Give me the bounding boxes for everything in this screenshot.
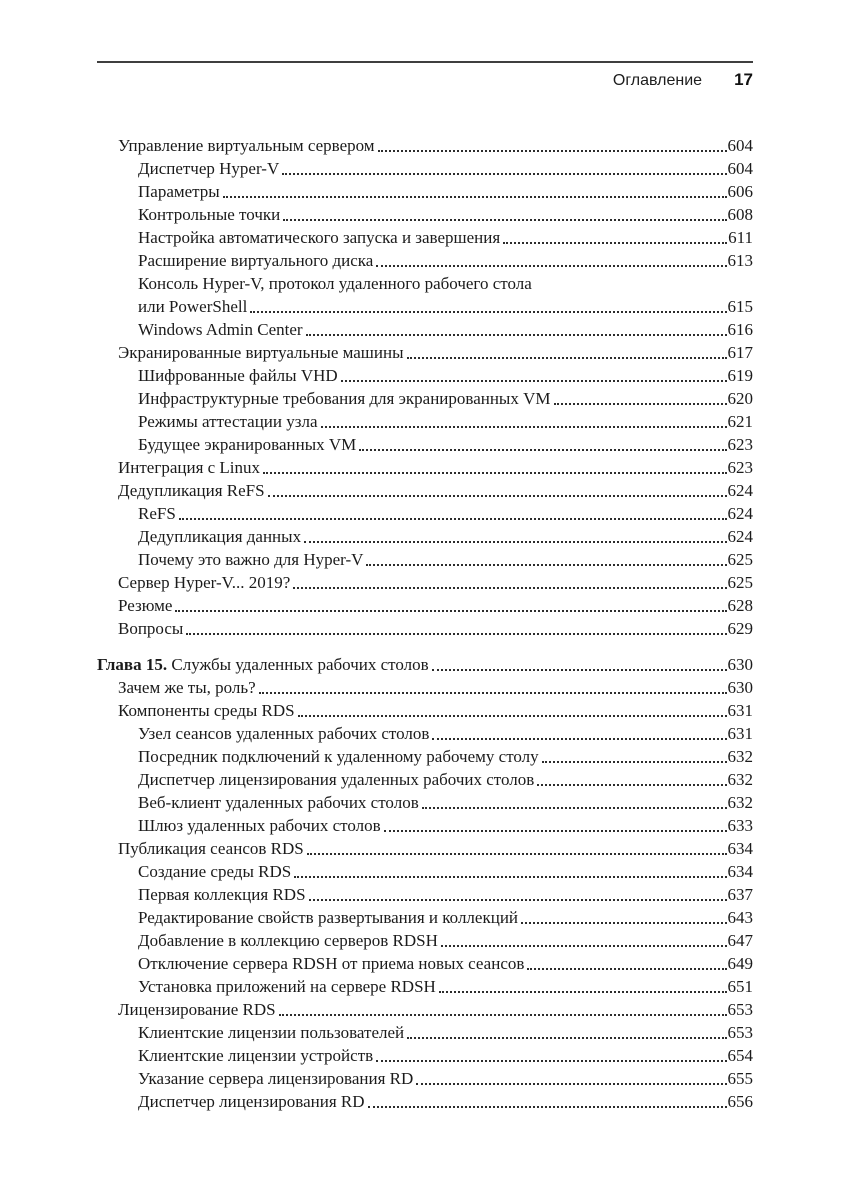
toc-leader-dots — [416, 1083, 726, 1085]
toc-entry-title — [138, 722, 429, 745]
toc-leader-dots — [283, 219, 726, 221]
toc-entry-prefix: Глава 15. — [97, 655, 168, 674]
toc-entry-title — [138, 1021, 404, 1044]
toc-entry-page: 630 — [727, 678, 753, 697]
toc-entry-title — [138, 883, 306, 906]
toc-entry-title-text: Диспетчер лицензирования RD — [138, 1092, 365, 1111]
toc-leader-dots — [422, 807, 727, 809]
toc-entry — [97, 364, 753, 387]
toc-entry — [97, 814, 753, 837]
toc-entry-page: 621 — [727, 412, 753, 431]
toc-entry-title — [138, 502, 176, 525]
toc-entry — [97, 433, 753, 456]
toc-entry-title-text: Дедупликация данных — [138, 527, 302, 546]
toc-entry-page: 604 — [727, 136, 753, 155]
toc-entry — [97, 837, 753, 860]
toc-entry-page: 628 — [727, 596, 753, 615]
toc-entry-page: 623 — [727, 435, 753, 454]
toc-entry-title — [138, 860, 291, 883]
toc-entry-title-text: Почему это важно для Hyper-V — [138, 550, 364, 569]
toc-entry-title — [138, 226, 500, 249]
toc-entry-title — [138, 410, 318, 433]
toc-entry-title-text: Дедупликация ReFS — [118, 481, 265, 500]
toc-leader-dots — [376, 265, 726, 267]
toc-entry — [97, 906, 753, 929]
toc-entry-title-text: или PowerShell — [138, 297, 248, 316]
toc-entry — [97, 318, 753, 341]
toc-leader-dots — [179, 518, 727, 520]
toc-entry-page: 624 — [727, 504, 753, 523]
toc-entry-title-text: Диспетчер лицензирования удаленных рабочих столов — [138, 770, 535, 789]
toc-entry-title — [138, 768, 534, 791]
toc-leader-dots — [432, 738, 726, 740]
toc-entry-title-text: Отключение сервера RDSH от приема новых сеансов — [138, 954, 525, 973]
toc-entry-page: 624 — [727, 481, 753, 500]
toc-entry-title — [138, 791, 419, 814]
toc-entry — [97, 456, 753, 479]
toc-entry-page: 606 — [727, 182, 753, 201]
toc-entry-title-text: Windows Admin Center — [138, 320, 303, 339]
toc-leader-dots — [407, 1037, 726, 1039]
toc-entry-title — [138, 548, 363, 571]
toc-entry-page: 655 — [727, 1069, 753, 1088]
toc-entry-title-text: Установка приложений на сервере RDSH — [138, 977, 436, 996]
toc-entry — [97, 929, 753, 952]
toc-entry-title — [118, 699, 295, 722]
toc-leader-dots — [309, 899, 727, 901]
toc-entry — [97, 387, 753, 410]
toc-entry-page: 625 — [727, 573, 753, 592]
toc-entry-title-text: Публикация сеансов RDS — [118, 839, 304, 858]
toc-entry-title — [118, 998, 276, 1021]
toc-entry-page: 651 — [727, 977, 753, 996]
toc-entry-title — [138, 318, 303, 341]
toc-entry-page: 625 — [727, 550, 753, 569]
toc-leader-dots — [407, 357, 727, 359]
toc-entry-title-text: Узел сеансов удаленных рабочих столов — [138, 724, 430, 743]
toc-entry — [97, 883, 753, 906]
toc-entry-page: 653 — [727, 1023, 753, 1042]
toc-entry-page: 608 — [727, 205, 753, 224]
toc-entry-page: 624 — [727, 527, 753, 546]
toc-entry-title-text: Настройка автоматического запуска и завершения — [138, 228, 501, 247]
toc-leader-dots — [223, 196, 727, 198]
toc-entry-page: 630 — [727, 655, 753, 674]
toc-entry-title — [138, 433, 356, 456]
toc-entry-page: 649 — [727, 954, 753, 973]
toc-leader-dots — [441, 945, 727, 947]
toc-entry — [97, 1021, 753, 1044]
toc-entry-page: 631 — [727, 724, 753, 743]
toc-entry-title-text: Добавление в коллекцию серверов RDSH — [138, 931, 438, 950]
toc-entry-page: 604 — [727, 159, 753, 178]
toc-entry-title-text: Компоненты среды RDS — [118, 701, 295, 720]
toc-entry-title-text: Зачем же ты, роль? — [118, 678, 256, 697]
toc-entry — [97, 699, 753, 722]
toc-leader-dots — [378, 150, 727, 152]
toc-leader-dots — [307, 853, 727, 855]
toc-entry-title — [118, 341, 404, 364]
toc-entry-title — [138, 1090, 365, 1113]
toc-entry — [97, 548, 753, 571]
toc-entry — [97, 617, 753, 640]
toc-entry — [97, 157, 753, 180]
toc-entry — [97, 410, 753, 433]
toc-entry-page: 632 — [727, 793, 753, 812]
toc-entry — [97, 249, 753, 272]
header-section-title: Оглавление — [612, 72, 703, 89]
toc-entry-title — [118, 837, 304, 860]
toc-leader-dots — [376, 1060, 726, 1062]
toc-entry-page: 647 — [727, 931, 753, 950]
toc-entry-title-text: Лицензирование RDS — [118, 1000, 276, 1019]
toc-entry — [97, 203, 753, 226]
toc-entry-title-text: Службы удаленных рабочих столов — [167, 655, 429, 674]
toc-entry — [97, 226, 753, 249]
header-page-number: 17 — [734, 70, 753, 89]
toc-entry-title-text: Шифрованные файлы VHD — [138, 366, 338, 385]
toc-entry-page: 623 — [727, 458, 753, 477]
toc-leader-dots — [298, 715, 727, 717]
toc-entry-title — [138, 745, 539, 768]
toc-entry-page: 613 — [727, 251, 753, 270]
toc-entry-title — [138, 157, 279, 180]
toc-entry-title-text: Сервер Hyper-V... 2019? — [118, 573, 291, 592]
toc-entry-title — [138, 364, 338, 387]
toc-entry-title — [97, 653, 429, 676]
toc-entry — [97, 479, 753, 502]
toc-entry-title-text: Диспетчер Hyper-V — [138, 159, 280, 178]
toc-entry — [97, 1044, 753, 1067]
header-rule-divider — [97, 61, 753, 63]
toc-leader-dots — [304, 541, 726, 543]
toc-leader-dots — [521, 922, 726, 924]
toc-entry-title — [138, 975, 436, 998]
toc-entry-title — [138, 180, 220, 203]
toc-entry — [97, 502, 753, 525]
toc-leader-dots — [537, 784, 726, 786]
toc-entry-title — [118, 571, 290, 594]
toc-entry-page: 643 — [727, 908, 753, 927]
toc-entry-title — [138, 525, 301, 548]
toc-entry — [97, 791, 753, 814]
toc-entry-title-text: Посредник подключений к удаленному рабочему столу — [138, 747, 539, 766]
toc-entry-page: 656 — [727, 1092, 753, 1111]
toc-entry-page: 633 — [727, 816, 753, 835]
toc-leader-dots — [321, 426, 727, 428]
toc-entry — [97, 525, 753, 548]
toc-leader-dots — [268, 495, 727, 497]
toc-entry-page: 616 — [727, 320, 753, 339]
toc-entry — [97, 180, 753, 203]
toc-entry-title-text: ReFS — [138, 504, 176, 523]
toc-entry-title — [138, 295, 247, 318]
toc-entry-page: 632 — [727, 770, 753, 789]
toc-entry — [97, 1067, 753, 1090]
toc-entry-title — [138, 1044, 373, 1067]
toc-entry-title — [118, 594, 172, 617]
toc-leader-dots — [432, 669, 727, 671]
toc-entry-title — [118, 134, 375, 157]
toc-entry-title — [138, 272, 532, 295]
toc-entry-title — [118, 676, 256, 699]
toc-entry — [97, 768, 753, 791]
toc-leader-dots — [293, 587, 726, 589]
toc-leader-dots — [527, 968, 726, 970]
toc-entry-title — [138, 906, 518, 929]
toc-entry — [97, 745, 753, 768]
toc-entry-title — [138, 952, 524, 975]
toc-entry — [97, 134, 753, 157]
toc-entry-title-text: Первая коллекция RDS — [138, 885, 306, 904]
toc-entry-title-text: Экранированные виртуальные машины — [118, 343, 404, 362]
toc-entry-title — [138, 387, 551, 410]
toc-leader-dots — [366, 564, 726, 566]
toc-entry — [97, 676, 753, 699]
toc-entry-page: 653 — [727, 1000, 753, 1019]
toc-entry-title-text: Создание среды RDS — [138, 862, 292, 881]
toc-entry-title — [118, 479, 265, 502]
toc-entry — [97, 952, 753, 975]
toc-entry-title — [138, 203, 280, 226]
toc-entry-page: 637 — [727, 885, 753, 904]
toc-leader-dots — [439, 991, 727, 993]
toc-list — [97, 134, 753, 1113]
toc-entry — [97, 653, 753, 676]
toc-entry-title-text: Редактирование свойств развертывания и коллекций — [138, 908, 519, 927]
toc-entry — [97, 975, 753, 998]
toc-entry — [97, 571, 753, 594]
toc-leader-dots — [186, 633, 726, 635]
toc-entry-title-text: Резюме — [118, 596, 173, 615]
toc-entry — [97, 1090, 753, 1113]
toc-leader-dots — [263, 472, 726, 474]
toc-entry-title-text: Вопросы — [118, 619, 184, 638]
toc-entry-page: 631 — [727, 701, 753, 720]
toc-entry-title-text: Управление виртуальным сервером — [118, 136, 375, 155]
toc-entry-page: 615 — [727, 297, 753, 316]
toc-leader-dots — [359, 449, 726, 451]
toc-leader-dots — [306, 334, 727, 336]
toc-entry-page: 619 — [727, 366, 753, 385]
toc-entry-title-text: Консоль Hyper-V, протокол удаленного рабочего стола — [138, 274, 532, 293]
toc-leader-dots — [341, 380, 727, 382]
toc-entry-title — [118, 456, 260, 479]
toc-entry-title-text: Интеграция с Linux — [118, 458, 261, 477]
toc-leader-dots — [368, 1106, 727, 1108]
toc-entry — [97, 272, 753, 295]
toc-entry-title — [138, 814, 381, 837]
toc-entry — [97, 860, 753, 883]
page-content — [97, 0, 753, 1113]
toc-entry — [97, 998, 753, 1021]
toc-entry — [97, 341, 753, 364]
toc-entry-title — [138, 1067, 413, 1090]
toc-entry-page: 629 — [727, 619, 753, 638]
toc-leader-dots — [384, 830, 727, 832]
toc-entry-title-text: Шлюз удаленных рабочих столов — [138, 816, 381, 835]
toc-entry-title — [138, 249, 373, 272]
toc-entry-title-text: Клиентские лицензии устройств — [138, 1046, 374, 1065]
toc-leader-dots — [250, 311, 726, 313]
toc-entry — [97, 295, 753, 318]
toc-leader-dots — [503, 242, 727, 244]
toc-entry-title-text: Веб-клиент удаленных рабочих столов — [138, 793, 419, 812]
toc-entry-page: 654 — [727, 1046, 753, 1065]
toc-entry-page: 634 — [727, 839, 753, 858]
toc-leader-dots — [175, 610, 726, 612]
toc-leader-dots — [282, 173, 726, 175]
toc-entry-title-text: Контрольные точки — [138, 205, 281, 224]
toc-entry-page: 634 — [727, 862, 753, 881]
toc-entry-page: 617 — [727, 343, 753, 362]
toc-entry-title-text: Будущее экранированных VM — [138, 435, 357, 454]
toc-entry-title-text: Параметры — [138, 182, 220, 201]
toc-leader-dots — [259, 692, 727, 694]
toc-entry-page: 632 — [727, 747, 753, 766]
toc-leader-dots — [294, 876, 726, 878]
toc-leader-dots — [279, 1014, 727, 1016]
toc-entry — [97, 594, 753, 617]
toc-entry-title-text: Клиентские лицензии пользователей — [138, 1023, 405, 1042]
toc-entry-title-text: Указание сервера лицензирования RD — [138, 1069, 414, 1088]
page-header — [97, 70, 753, 90]
toc-entry-title-text: Режимы аттестации узла — [138, 412, 318, 431]
toc-leader-dots — [542, 761, 727, 763]
toc-entry-title — [138, 929, 438, 952]
toc-leader-dots — [554, 403, 727, 405]
toc-entry-page: 620 — [727, 389, 753, 408]
toc-entry-title — [118, 617, 183, 640]
toc-entry-title-text: Инфраструктурные требования для экранированных VM — [138, 389, 551, 408]
toc-entry — [97, 722, 753, 745]
toc-entry-title-text: Расширение виртуального диска — [138, 251, 374, 270]
toc-entry-page: 611 — [728, 228, 753, 247]
